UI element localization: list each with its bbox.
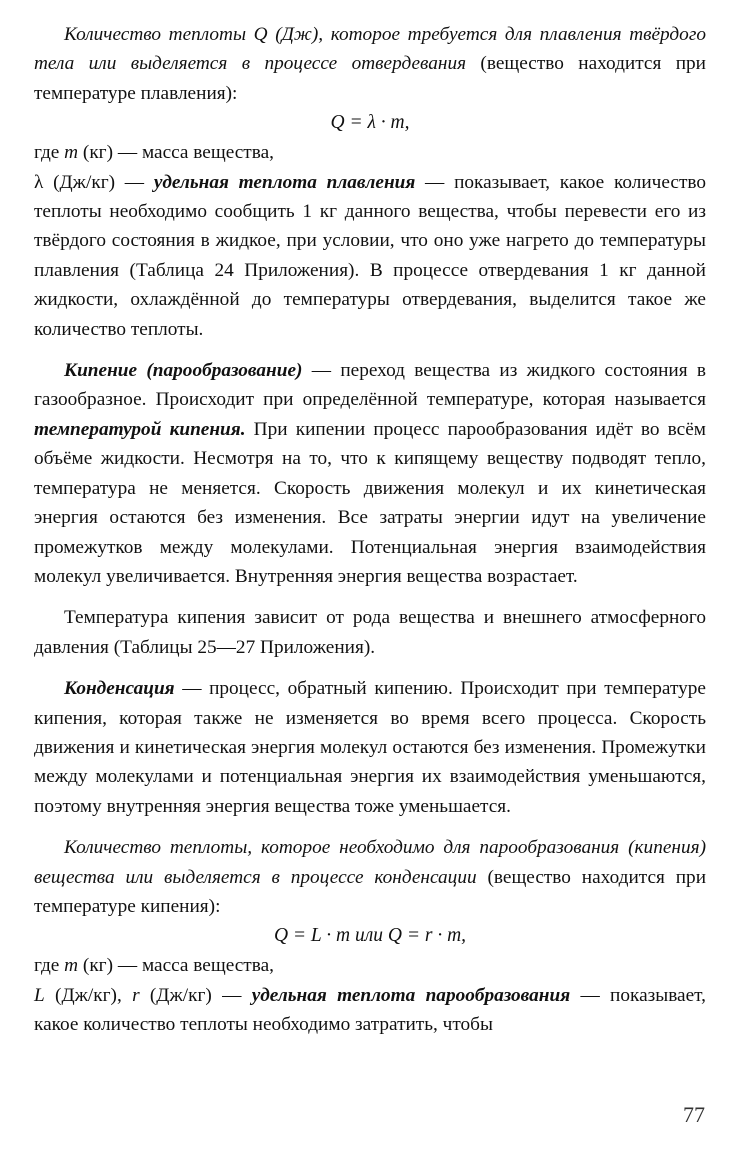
definition-vaporization-heat: [34, 833, 706, 921]
condensation-paragraph: [34, 674, 706, 821]
vaporization-description: [34, 981, 706, 1040]
r-units: (Дж/кг) —: [139, 984, 252, 1006]
formula-melting: [34, 108, 706, 138]
mass-text: (кг) — масса вещества,: [78, 142, 274, 164]
r-symbol: r: [132, 984, 140, 1006]
term-specific-heat-vaporization: удельная теплота парообразования: [251, 984, 571, 1006]
term-condensation: Конденсация: [64, 678, 175, 700]
mass-text-2: (кг) — масса вещества,: [78, 955, 274, 977]
term-boiling-temperature: температурой кипения.: [34, 418, 246, 440]
condensation-text: — процесс, обратный кипению. Происходит при температуре кипения, которая также не изменяется во время всего процесса. Скорость движения и кинетическая энергия молекул остаются без изменения. Промежутки между молекулами и потенциальная энергия их взаимодействия уменьшаются, поэтому внутренняя энергия вещества тоже уменьшается.: [34, 678, 706, 817]
term-specific-heat-fusion: удельная теплота плавления: [153, 171, 416, 193]
mass-symbol: m: [64, 142, 79, 164]
formula-text-2: Q = L · m или Q = r · m,: [273, 925, 467, 947]
definition-rest: (вещество находится при температуре плавления):: [34, 53, 706, 104]
boiling-text-1: — переход вещества из жидкого состояния в газообразное. Происходит при определённой температуре, которая называется: [34, 360, 706, 411]
formula-text: Q = λ · m,: [330, 112, 410, 134]
where-word-2: где: [34, 955, 65, 977]
lambda-rest: — показывает, какое количество теплоты необходимо сообщить 1 кг данного вещества, чтобы перевести его из твёрдого состояния в жидкое, при условии, что оно уже нагрето до температуры плавления (Таблица 24 Приложения). В процессе отвердевания 1 кг данной жидкости, охлаждённой до температуры отвердевания, выделится такое же количество теплоты.: [34, 171, 706, 340]
lambda-prefix: λ (Дж/кг) —: [34, 171, 154, 193]
term-boiling: Кипение (парообразование): [64, 360, 303, 382]
definition-italic: Количество теплоты Q (Дж), которое требуется для плавления твёрдого тела или выделяется в процессе отвердевания: [34, 24, 706, 75]
definition-rest-2: (вещество находится при температуре кипения):: [34, 866, 707, 917]
boiling-text-2: При кипении процесс парообразования идёт во всём объёме жидкости. Несмотря на то, что к кипящему веществу подводят тепло, температура не меняется. Скорость движения молекул и их кинетическая энергия остаются без изменения. Все затраты энергии идут на увеличение промежутков между молекулами. Потенциальная энергия взаимодействия молекул увеличивается. Внутренняя энергия вещества возрастает.: [34, 418, 706, 587]
vaporization-rest: — показывает, какое количество теплоты необходимо затратить, чтобы: [34, 984, 706, 1036]
page-number: 77: [683, 1102, 705, 1127]
boiling-paragraph: [34, 356, 706, 591]
formula-vaporization: [34, 921, 706, 951]
definition-italic-2: Количество теплоты, которое необходимо для парообразования (кипения) вещества или выделяется в процессе конденсации: [34, 837, 706, 888]
mass-symbol-2: m: [64, 955, 79, 977]
mass-description: [34, 138, 706, 167]
L-units: (Дж/кг),: [44, 984, 133, 1006]
boiling-temperature-paragraph: Температура кипения зависит от рода вещества и внешнего атмосферного давления (Таблицы 25—27 Приложения).: [34, 607, 706, 658]
lambda-description: [34, 168, 706, 344]
page-content: [34, 20, 706, 1040]
L-symbol: L: [34, 984, 45, 1006]
mass-description-2: [34, 951, 706, 980]
where-word: где: [34, 142, 65, 164]
definition-melting-heat: [34, 20, 706, 108]
